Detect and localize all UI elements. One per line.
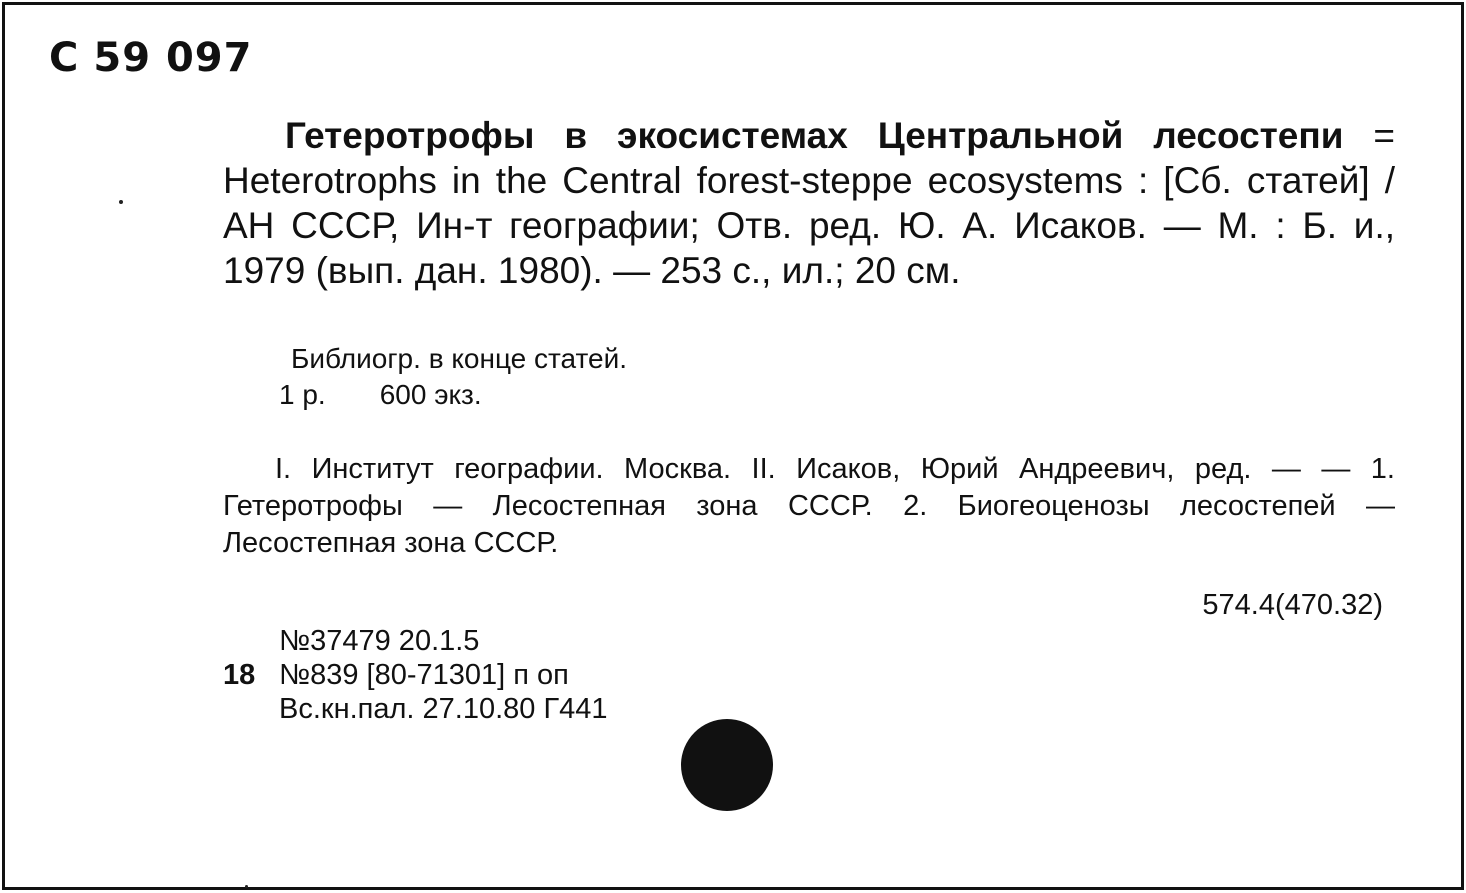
printing-count: 18: [223, 659, 256, 691]
price: 1 р.: [279, 379, 326, 410]
tracing-text: I. Институт географии. Москва. II. Исаков, Юрий Андреевич, ред. — — 1. Гетеротрофы — Лесостепная зона СССР. 2. Биогеоценозы лесостепей — Лесостепная зона СССР.: [223, 453, 1395, 559]
call-number: [49, 35, 252, 81]
classification-index: 574.4(470.32): [1202, 589, 1383, 621]
printing-line-2: [223, 658, 608, 692]
catalog-card: [2, 2, 1464, 890]
description-paragraph: [223, 113, 1395, 293]
description-body: = Heterotrophs in the Central forest-steppe ecosystems : [Сб. статей] / АН СССР, Ин-т географии; Отв. ред. Ю. А. Исаков. — М. : Б. и., 1979 (вып. дан. 1980). — 253 с., ил.; 20 см.: [223, 115, 1396, 291]
bibliographic-description: [223, 113, 1395, 293]
call-number-value: 59 097: [93, 35, 253, 81]
copies: 600 экз.: [379, 379, 482, 410]
printing-line-1: №37479 20.1.5: [279, 625, 480, 657]
subject-tracing: [223, 451, 1395, 562]
printing-line-3: Вс.кн.пал. 27.10.80 Г441: [279, 693, 608, 725]
speck: [119, 200, 123, 204]
speck: [245, 885, 248, 888]
printing-order: №839 [80-71301] п оп: [279, 659, 569, 691]
punch-hole: [681, 719, 773, 811]
bibliography-note: Библиогр. в конце статей.: [291, 343, 627, 374]
printing-info: [223, 624, 608, 726]
book-title: Гетеротрофы в экосистемах Центральной лесостепи: [285, 115, 1344, 156]
price-note: [279, 379, 482, 411]
call-number-mark: С: [49, 35, 80, 81]
